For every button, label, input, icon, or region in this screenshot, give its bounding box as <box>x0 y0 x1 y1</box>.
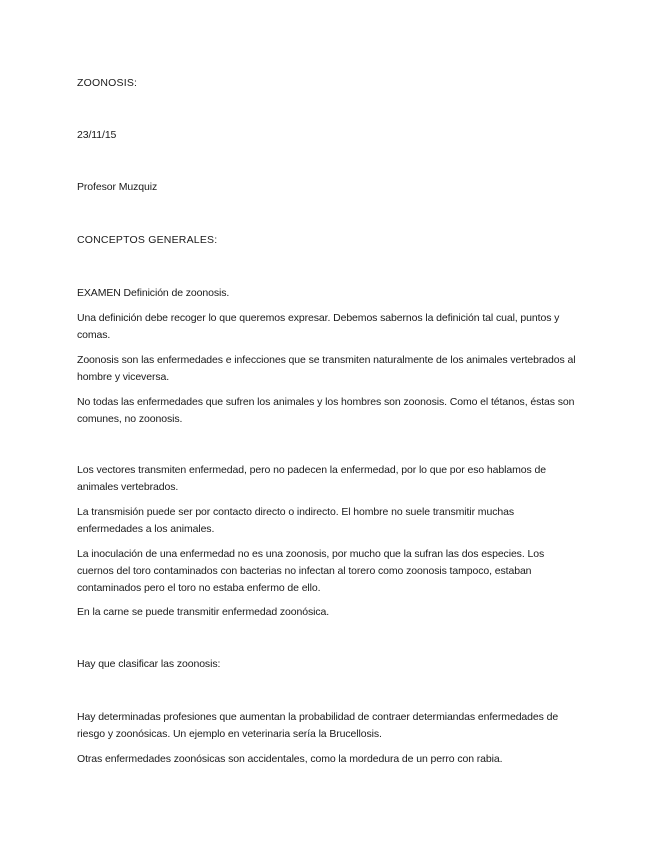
document-title: ZOONOSIS: <box>77 77 138 89</box>
paragraph: La transmisión puede ser por contacto directo o indirecto. El hombre no suele transmitir muchas enfermedades a los animales. <box>77 506 514 535</box>
paragraph: Zoonosis son las enfermedades e infecciones que se transmiten naturalmente de los animales vertebrados al hombre y viceversa. <box>77 354 576 383</box>
paragraph: EXAMEN Definición de zoonosis. <box>77 287 230 299</box>
paragraph: Hay determinadas profesiones que aumentan la probabilidad de contraer determiandas enfermedades de riesgo y zoonósicas. Un ejemplo en veterinaria sería la Brucellosis. <box>77 711 559 740</box>
professor-name: Profesor Muzquiz <box>77 181 158 193</box>
paragraph: En la carne se puede transmitir enfermedad zoonósica. <box>77 606 330 618</box>
section-heading: CONCEPTOS GENERALES: <box>77 234 218 246</box>
paragraph: Otras enfermedades zoonósicas son accidentales, como la mordedura de un perro con rabia. <box>77 753 503 765</box>
paragraph: Una definición debe recoger lo que queremos expresar. Debemos sabernos la definición tal cual, puntos y comas. <box>77 312 560 341</box>
paragraph: Los vectores transmiten enfermedad, pero no padecen la enfermedad, por lo que por eso hablamos de animales vertebrados. <box>77 464 546 493</box>
paragraph: La inoculación de una enfermedad no es una zoonosis, por mucho que la sufran las dos especies. Los cuernos del toro contaminados con bacterias no infectan al torero como zoonosis tampoco, estaban contaminados pero el toro no estaba enfermo de ello. <box>77 548 545 594</box>
paragraph: Hay que clasificar las zoonosis: <box>77 658 221 670</box>
document-date: 23/11/15 <box>77 129 117 141</box>
paragraph: No todas las enfermedades que sufren los animales y los hombres son zoonosis. Como el tétanos, éstas son comunes, no zoonosis. <box>77 396 575 425</box>
